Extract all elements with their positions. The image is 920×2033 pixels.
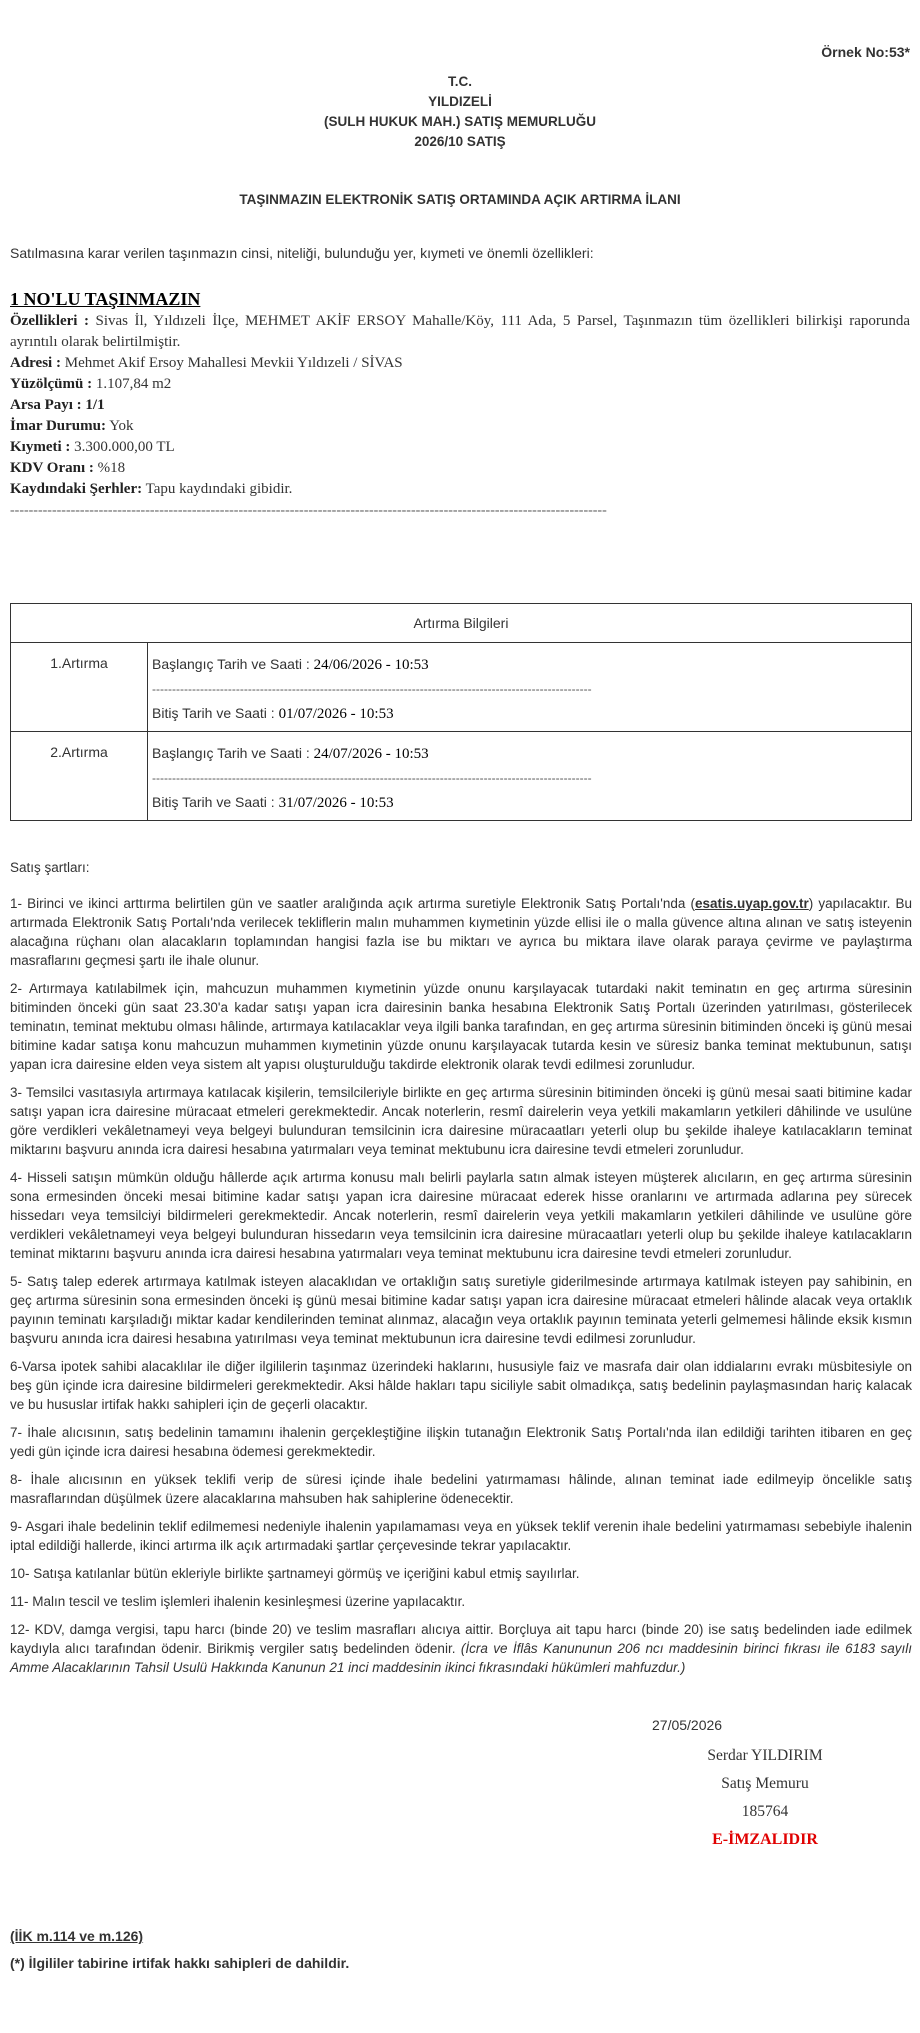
sale-terms <box>10 858 912 1686</box>
document-date: 27/05/2026 <box>652 1717 723 1733</box>
term-7: 7- İhale alıcısının, satış bedelinin tamamını ihalenin gerçekleştiğine ilişkin tutanağın Elektronik Satış Portalı'nda ilan edildiği tarihten itibaren en geç yedi gün içinde icra dairesi hesabına ödemesi gerekmektedir. <box>10 1425 912 1459</box>
term-12 <box>10 1620 912 1677</box>
property-vat <box>10 458 910 479</box>
auction-1-dates <box>148 643 912 732</box>
term-6: 6-Varsa ipotek sahibi alacaklılar ile diğer ilgililerin taşınmaz üzerindeki haklarını, hususiyle faiz ve masrafa dair olan iddialarını evrakı müsbitesiyle on beş gün içinde icra dairesine bildirmeleri gerekmektedir. Aksi hâlde hakları tapu siciliyle sabit olmadıkça, satış bedelinin paylaşmasından hariç kalacak ve bu hususlar irtifak hakkı sahipleri için de geçerli olacaktır. <box>10 1359 912 1412</box>
header-line-office: (SULH HUKUK MAH.) SATIŞ MEMURLUĞU <box>324 114 596 129</box>
signature-block <box>660 1742 870 1854</box>
property-address <box>10 353 910 374</box>
esatis-link[interactable]: esatis.uyap.gov.tr <box>694 896 809 911</box>
property-area <box>10 374 910 395</box>
property-title: 1 NO'LU TAŞINMAZIN <box>10 289 201 309</box>
term-4: 4- Hisseli satışın mümkün olduğu hâllerde açık artırma konusu malı belirli paylarla satın almak isteyen müşterek alıcıların, en geç artırma süresinin sona ermesinden önceki mesai bitimine kadar satışı yapan icra dairesine müracaat ederek hisse oranlarını ve artırmada adlarına pey sürecek hissedarı veya temsilciyi bildirmeleri gerekmektedir. Ancak noterlerin, resmî dairelerin veya yetkili makamların yetkileri dâhilinde ve usulüne göre verdikleri vekâletnameyi veya belgeyi bulunduran hissedarın veya temsilcinin icra dairesine müracaatları yeterli olup bu şekilde ihaleye katılacakların teminat miktarını başvuru anında icra dairesi hesabına yatırmaları veya teminat mektubunu icra dairesine tevdi etmeleri zorunludur. <box>10 1170 912 1261</box>
terms-heading: Satış şartları: <box>10 860 90 875</box>
e-signature-status: E-İMZALIDIR <box>712 1831 818 1848</box>
auction-2-separator: -------------------------------------------------------------------------------------------------------------- <box>152 771 592 785</box>
sample-number: Örnek No:53* <box>821 44 910 60</box>
signer-name: Serdar YILDIRIM <box>707 1747 823 1764</box>
property-value <box>10 437 910 458</box>
header-line-case: 2026/10 SATIŞ <box>414 134 506 149</box>
property-annotations <box>10 479 910 500</box>
auction-2-end-label: Bitiş Tarih ve Saati : <box>152 794 275 810</box>
annotations-label: Kaydındaki Şerhler: <box>10 481 143 497</box>
term-12-note: (İcra ve İflâs Kanununun 206 ncı maddesinin birinci fıkrası ile 6183 sayılı Amme Alacaklarının Tahsil Usulü Hakkında Kanunun 21 inci maddesinin ikinci fıkrasındaki hükümleri mahfuzdur.) <box>10 1641 913 1675</box>
area-value: 1.107,84 m2 <box>95 376 172 392</box>
area-label: Yüzölçümü : <box>10 376 93 392</box>
intro-text: Satılmasına karar verilen taşınmazın cinsi, niteliği, bulunduğu yer, kıymeti ve önemli özellikleri: <box>10 245 594 261</box>
term-11: 11- Malın tescil ve teslim işlemleri ihalenin kesinleşmesi üzerine yapılacaktır. <box>10 1594 466 1609</box>
term-8: 8- İhale alıcısının en yüksek teklifi verip de süresi içinde ihale bedelini yatırmaması hâlinde, alınan teminat iade edilmeyip öncelikle satış masraflarından düşülmek üzere alacaklarına mahsuben hak sahiplerine ödenecektir. <box>10 1472 912 1506</box>
address-value: Mehmet Akif Ersoy Mahallesi Mevkii Yıldızeli / SİVAS <box>64 355 403 371</box>
auction-2-start-label: Başlangıç Tarih ve Saati : <box>152 745 310 761</box>
term-1 <box>10 894 912 970</box>
auction-2-end: 31/07/2026 - 10:53 <box>278 795 394 811</box>
vat-value: %18 <box>97 460 126 476</box>
auction-table-header: Artırma Bilgileri <box>11 604 912 643</box>
auction-1-start-label: Başlangıç Tarih ve Saati : <box>152 656 310 672</box>
table-row <box>11 732 912 821</box>
term-2: 2- Artırmaya katılabilmek için, mahcuzun muhammen kıymetinin yüzde onunu karşılayacak tutardaki nakit teminatın en geç artırma süresinin bitiminden önceki gün saat 23.30'a kadar satışı yapan icra dairesinin banka hesabına Elektronik Satış Portalı üzerinden yatırılması, gösterilecek teminatın, teminat mektubu olması hâlinde, artırmaya katılacaklar veya ilgili banka tarafından, en geç artırma süresinin bitiminden önceki iş günü mesai bitimine kadar satışa konu mahcuzun muhammen kıymetinin yüzde onunu karşılayacak tutarda kesin ve süresiz banka teminat mektubunun, satışı yapan icra dairesine elden veya sistem alt yapısı oluşturulduğu takdirde elektronik olarak tevdi edilmesi zorunludur. <box>10 981 912 1072</box>
property-features <box>10 311 910 353</box>
announcement-title: TAŞINMAZIN ELEKTRONİK SATIŞ ORTAMINDA AÇIK ARTIRMA İLANI <box>239 192 681 207</box>
term-1-text-a: 1- Birinci ve ikinci arttırma belirtilen gün ve saatler aralığında açık artırma suretiyle Elektronik Satış Portalı'nda ( <box>10 896 695 911</box>
auction-2-start: 24/07/2026 - 10:53 <box>313 746 429 762</box>
term-10: 10- Satışa katılanlar bütün ekleriyle birlikte şartnameyi görmüş ve içeriğini kabul etmiş sayılırlar. <box>10 1566 580 1581</box>
header-line-city: YILDIZELİ <box>428 94 492 109</box>
auction-1-separator: -------------------------------------------------------------------------------------------------------------- <box>152 682 592 696</box>
term-9: 9- Asgari ihale bedelinin teklif edilmemesi nedeniyle ihalenin yapılamaması veya en yüksek teklif verenin ihale bedelini yatırmaması sebebiyle ihalenin iptal edildiği hallerde, ikinci artırma ilk açık artırmadaki şartlar çerçevesinde tekrar yapılacaktır. <box>10 1519 912 1553</box>
table-row <box>11 643 912 732</box>
term-1-text-b: ) yapılacaktır. Bu artırmada Elektronik Satış Portalı'nda verilecek tekliflerin malın muhammen kıymetinin yüzde ellisi ile o malla güvence altına alınan ve satış isteyenin alacağına rüçhanı olan alacakların toplamından hangisi fazla ise bu miktarı ve ayrıca bu miktara ilave olarak paraya çevirme ve paylaştırma masraflarını geçmesi şartı ile ihale olunur. <box>10 896 912 968</box>
vat-label: KDV Oranı : <box>10 460 94 476</box>
term-5: 5- Satış talep ederek artırmaya katılmak isteyen alacaklıdan ve ortaklığın satış suretiyle giderilmesinde artırmaya katılmak isteyen pay sahibinin, en geç artırma süresinin sona ermesinden önceki iş günü mesai bitimine kadar satışı yapan icra dairesine müracaat etmeleri hâlinde alacak veya ortaklık payının teminatı karşıladığı miktar kadar kendilerinden teminat alınmaz, alacağın veya ortaklık payının teminata yeterli gelmemesi hâlinde eksik kısmın başvuru anında icra dairesi hesabına yatırılması veya teminat mektubunun icra dairesine tevdi edilmesi zorunludur. <box>10 1274 912 1346</box>
zoning-value: Yok <box>109 418 134 434</box>
features-label: Özellikleri : <box>10 313 89 329</box>
footnote: (*) İlgililer tabirine irtifak hakkı sahipleri de dahildir. <box>10 1955 350 1971</box>
signer-id: 185764 <box>741 1803 789 1820</box>
auction-1-start: 24/06/2026 - 10:53 <box>313 657 429 673</box>
land-share-label: Arsa Payı : 1/1 <box>10 397 105 413</box>
header-line-tc: T.C. <box>447 74 472 89</box>
features-value: Sivas İl, Yıldızeli İlçe, MEHMET AKİF ERSOY Mahalle/Köy, 111 Ada, 5 Parsel, Taşınmazın tüm özellikleri bilirkişi raporunda ayrıntılı olarak belirtilmiştir. <box>10 313 911 350</box>
signer-role: Satış Memuru <box>721 1775 809 1792</box>
law-reference: (İİK m.114 ve m.126) <box>10 1928 144 1944</box>
value-amount: 3.300.000,00 TL <box>74 439 175 455</box>
zoning-label: İmar Durumu: <box>10 418 106 434</box>
property-land-share <box>10 395 910 416</box>
property-section <box>10 287 910 521</box>
term-3: 3- Temsilci vasıtasıyla artırmaya katılacak kişilerin, temsilcileriyle birlikte en geç artırma süresinin bitiminden önceki iş günü mesai saati bitimine kadar satışı yapan icra dairesine müracaat etmeleri gerekmektedir. Ancak noterlerin, resmî dairelerin veya yetkili makamların yetkileri dâhilinde ve usulüne göre verdikleri vekâletnameyi veya belgeyi bulunduran temsilcinin icra dairesine müracaatları yeterli olup bu şekilde ihaleye katılacakların teminat miktarını başvuru anında icra dairesi hesabına yatırmaları veya teminat mektubunu icra dairesine tevdi etmeleri zorunludur. <box>10 1085 912 1157</box>
auction-1-label: 1.Artırma <box>11 643 148 732</box>
auction-info-table <box>10 603 912 821</box>
value-label: Kıymeti : <box>10 439 71 455</box>
document-header <box>0 72 920 152</box>
auction-1-end-label: Bitiş Tarih ve Saati : <box>152 705 275 721</box>
property-zoning <box>10 416 910 437</box>
property-separator: -------------------------------------------------------------------------------------------------------------------------------- <box>10 503 607 518</box>
term-12-text: 12- KDV, damga vergisi, tapu harcı (binde 20) ve teslim masrafları alıcıya aittir. Borçluya ait tapu harcı (binde 20) ise satış bedelinden iade edilmek kaydıyla alıcı tarafından ödenir. Birikmiş vergiler satış bedelinden ödenir. <box>10 1622 912 1656</box>
address-label: Adresi : <box>10 355 61 371</box>
annotations-value: Tapu kaydındaki gibidir. <box>145 481 293 497</box>
auction-1-end: 01/07/2026 - 10:53 <box>278 706 394 722</box>
auction-2-dates <box>148 732 912 821</box>
auction-2-label: 2.Artırma <box>11 732 148 821</box>
